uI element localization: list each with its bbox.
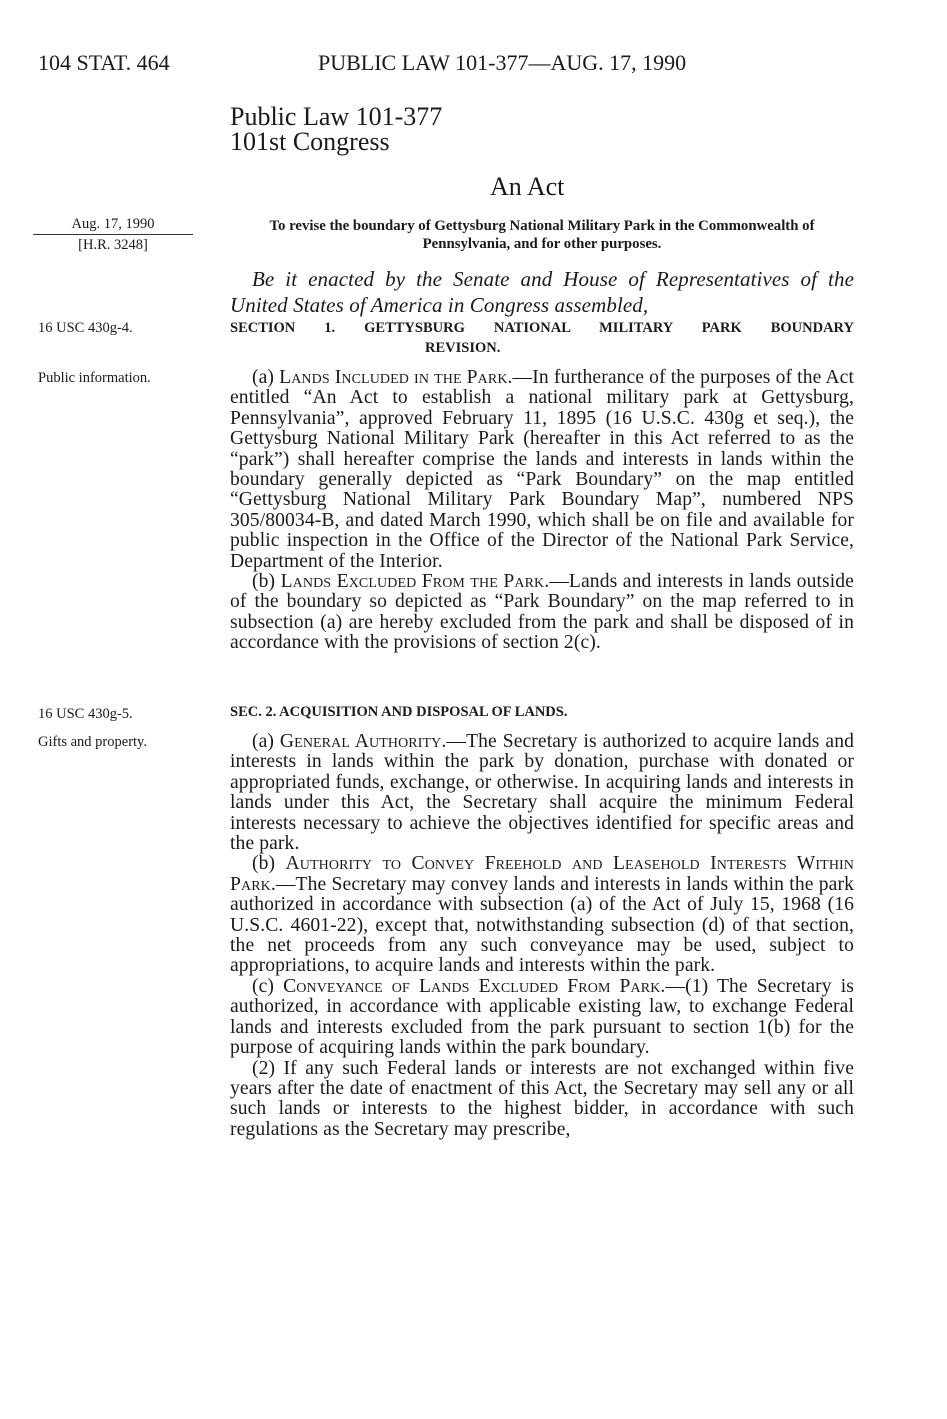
page-reference: 104 STAT. 464 xyxy=(38,50,170,75)
act-title: An Act xyxy=(490,172,565,201)
law-title-block xyxy=(230,104,442,154)
congress: 101st Congress xyxy=(230,127,390,156)
section1-subsection-b xyxy=(230,572,854,654)
sec1-citation-note: 16 USC 430g-4. xyxy=(38,320,133,336)
public-law-number: Public Law 101-377 xyxy=(230,102,443,131)
section1-body xyxy=(230,368,854,654)
enacting-text: Be it enacted by the Senate and House of Representatives of the United States of America in Congress assembled, xyxy=(230,267,854,317)
subsection-text: —In furtherance of the purposes of the Act entitled “An Act to establish a national military park at Gettysburg, Pennsylvania”, approved February 11, 1895 (16 U.S.C. 430g et seq.), the Gettysburg National Military Park (hereafter in this Act referred to as the “park”) shall hereafter comprise the lands and interests in lands within the boundary generally depicted as “Park Boundary” on the map entitled “Gettysburg National Military Park Boundary Map”, numbered NPS 305/80034-B, and dated March 1990, which shall be on file and available for public inspection in the Office of the Director of the National Park Service, Department of the Interior. xyxy=(230,367,854,572)
bill-number: [H.R. 3248] xyxy=(78,237,148,253)
section1-heading-line2: REVISION. xyxy=(425,340,501,356)
running-title: PUBLIC LAW 101-377—AUG. 17, 1990 xyxy=(318,50,687,75)
act-purpose: To revise the boundary of Gettysburg National Military Park in the Commonwealth of Pennsylvania, and for other purposes. xyxy=(269,218,815,252)
gifts-property-note: Gifts and property. xyxy=(38,734,147,750)
section1-heading-line1: SECTION 1. GETTYSBURG NATIONAL MILITARY PARK BOUNDARY xyxy=(230,320,854,336)
subsection-heading: Authority to Convey Freehold and Leasehold Interests Within Park. xyxy=(230,853,855,895)
section2-subsection-a xyxy=(230,732,854,854)
section2-heading: SEC. 2. ACQUISITION AND DISPOSAL OF LANDS. xyxy=(230,704,568,720)
subsection-heading: Lands Excluded From the Park. xyxy=(280,571,550,593)
section1-subsection-a xyxy=(230,368,854,572)
sec2-citation-note: 16 USC 430g-5. xyxy=(38,706,133,722)
date-bill-note xyxy=(33,216,193,253)
public-information-note: Public information. xyxy=(38,370,151,386)
label: (a) xyxy=(252,731,280,752)
subsection-text: —(1) The Secretary is authorized, in accordance with applicable existing law, to exchange Federal lands and interests excluded from the park pursuant to section 1(b) for the purpose of acquiring lands within the park boundary. xyxy=(230,975,854,1059)
label: (a) xyxy=(252,367,280,388)
subsection-text: —Lands and interests in lands outside of the boundary so depicted as “Park Boundary” on the map referred to in subsection (a) are hereby excluded from the park and shall be disposed of in accordance with the provisions of section 2(c). xyxy=(230,571,854,654)
subsection-text: —The Secretary is authorized to acquire lands and interests in lands within the park by donation, purchase with donated or appropriated funds, exchange, or otherwise. In acquiring lands and interests in lands under this Act, the Secretary shall acquire the minimum Federal interests necessary to achieve the objectives identified for specific areas and the park. xyxy=(230,731,854,855)
subsection-heading: General Authority. xyxy=(279,731,447,752)
enacting-clause xyxy=(230,266,854,318)
section2-subsection-b xyxy=(230,854,854,976)
section1-heading xyxy=(230,318,854,358)
section2-body xyxy=(230,732,854,1140)
subsection-text: —The Secretary may convey lands and interests in lands within the park authorized in accordance with subsection (a) of the Act of July 15, 1968 (16 U.S.C. 4601-22), except that, notwithstanding subsection (d) of that section, the net proceeds from any such conveyance may be used, subject to appropriations, to acquire lands and interests within the park. xyxy=(230,873,854,977)
subsection-heading: Conveyance of Lands Excluded From Park. xyxy=(283,975,666,997)
subsection-heading: Lands Included in the Park. xyxy=(279,367,513,388)
label: (c) xyxy=(252,975,284,997)
enactment-date: Aug. 17, 1990 xyxy=(33,216,193,235)
section2-subsection-c2: (2) If any such Federal lands or interests are not exchanged within five years after the date of enactment of this Act, the Secretary may sell any or all such lands or interests to the highest bidder, in accordance with such regulations as the Secretary may prescribe, xyxy=(230,1057,854,1140)
section2-subsection-c xyxy=(230,977,854,1059)
label: (b) xyxy=(252,571,281,593)
label: (b) xyxy=(252,853,286,875)
